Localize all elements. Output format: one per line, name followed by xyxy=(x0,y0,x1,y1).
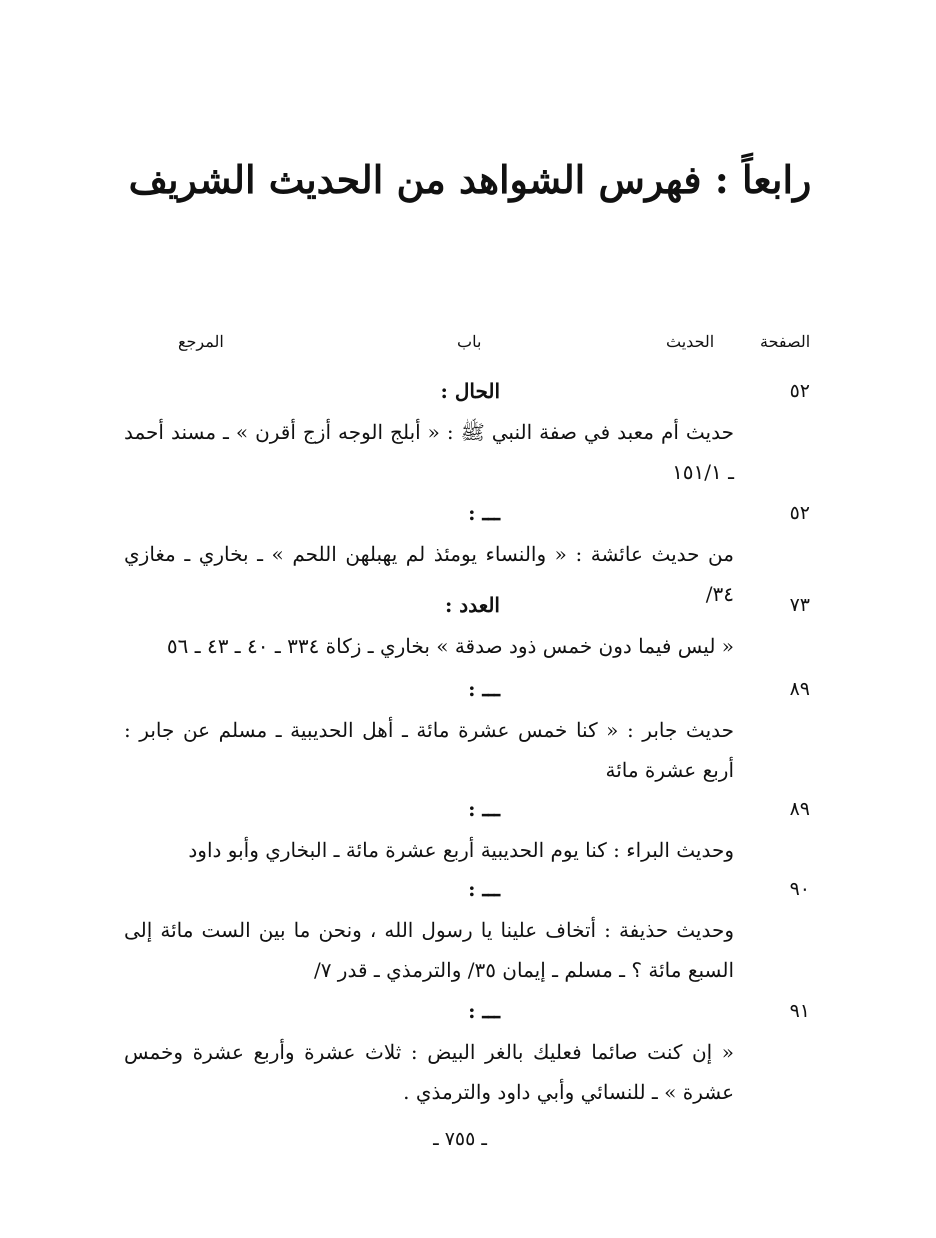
entry-page-number: ٥٢ xyxy=(789,380,810,402)
entry-heading: الحال : xyxy=(440,379,500,403)
entry-text: حديث جابر : « كنا خمس عشرة مائة ـ أهل الحديبية ـ مسلم عن جابر : أربع عشرة مائة xyxy=(124,718,734,782)
entry-page-number: ٧٣ xyxy=(789,594,810,616)
entry-heading: ـــ : xyxy=(468,677,500,701)
column-header-page: الصفحة xyxy=(760,332,811,351)
entry-text: « ليس فيما دون خمس ذود صدقة » بخاري ـ زكاة ٣٣٤ ـ ٤٠ ـ ٤٣ ـ ٥٦ xyxy=(166,634,734,658)
entry-heading: ـــ : xyxy=(468,797,500,821)
page-number: ـ ٧٥٥ ـ xyxy=(433,1128,487,1150)
entry-heading: ـــ : xyxy=(468,999,500,1023)
entry-page-number: ٨٩ xyxy=(789,678,810,700)
entry-heading: ـــ : xyxy=(468,877,500,901)
column-header-chapter: باب xyxy=(457,332,482,351)
page-title: رابعاً : فهرس الشواهد من الحديث الشريف xyxy=(128,157,812,202)
column-header-hadith: الحديث xyxy=(666,332,715,351)
entry-heading: ـــ : xyxy=(468,501,500,525)
entry-page-number: ٨٩ xyxy=(789,798,810,820)
entry-text: وحديث البراء : كنا يوم الحديبية أربع عشرة مائة ـ البخاري وأبو داود xyxy=(188,838,734,862)
entry-heading: العدد : xyxy=(444,593,500,617)
entry-text: من حديث عائشة : « والنساء يومئذ لم يهبلهن اللحم » ـ بخاري ـ مغازي ٣٤/ xyxy=(124,542,734,606)
entry-page-number: ٩١ xyxy=(789,1000,810,1022)
entry-page-number: ٥٢ xyxy=(789,502,810,524)
entry-text: « إن كنت صائما فعليك بالغر البيض : ثلاث عشرة وأربع عشرة وخمس عشرة » ـ للنسائي وأبي داود والترمذي . xyxy=(124,1040,734,1104)
column-header-reference: المرجع xyxy=(178,332,224,351)
entry-text: حديث أم معبد في صفة النبي ﷺ : « أبلج الوجه أزج أقرن » ـ مسند أحمد ـ ١٥١/١ xyxy=(124,420,734,484)
entry-text: وحديث حذيفة : أتخاف علينا يا رسول الله ، ونحن ما بين الست مائة إلى السبع مائة ؟ ـ مسلم ـ إيمان ٣٥/ والترمذي ـ قدر ٧/ xyxy=(124,918,734,982)
entry-page-number: ٩٠ xyxy=(789,878,810,900)
